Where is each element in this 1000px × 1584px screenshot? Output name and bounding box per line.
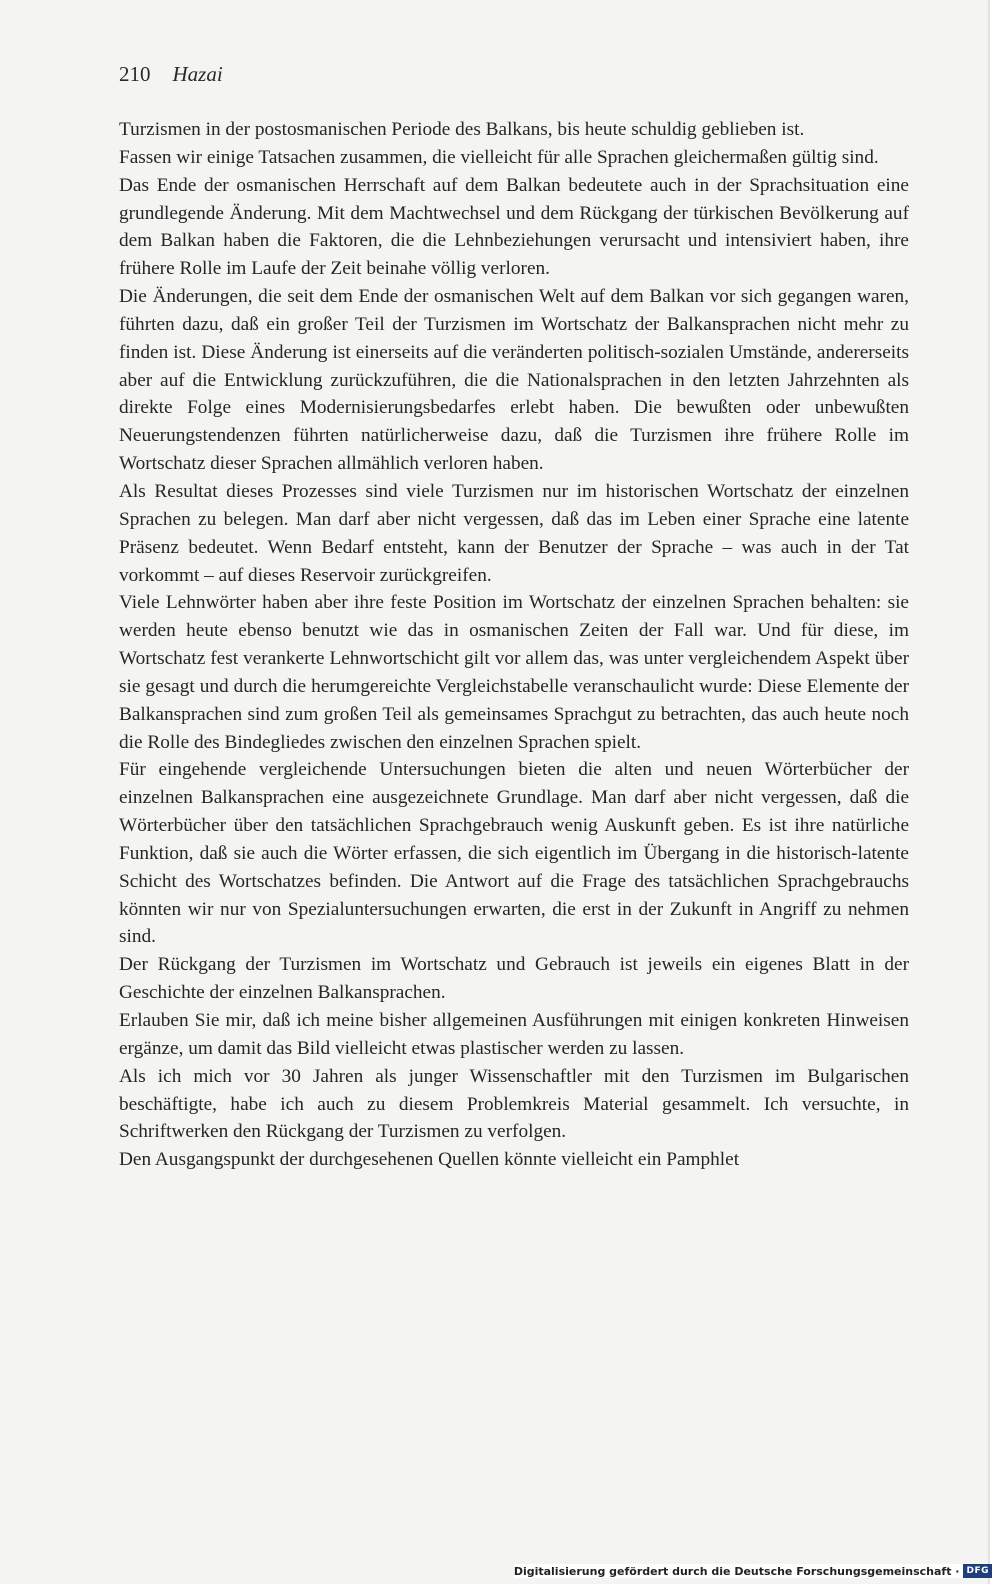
paragraph-10: Als ich mich vor 30 Jahren als junger Wissenschaftler mit den Turzismen im Bulgarischen beschäftigte, habe ich auch zu diesem Problemkreis Material gesammelt. Ich versuchte, in Schriftwerken den Rückgang der Turzismen zu verfolgen. (119, 1065, 909, 1143)
paragraph-8: Der Rückgang der Turzismen im Wortschatz und Gebrauch ist jeweils ein eigenes Blatt in der Geschichte der einzelnen Balkansprachen. (119, 954, 909, 1004)
paragraph-3: Das Ende der osmanischen Herrschaft auf dem Balkan bedeutete auch in der Sprachsituation eine grundlegende Änderung. Mit dem Machtwechsel und dem Rückgang der türkischen Bevölkerung auf dem Balkan haben die Faktoren, die die Lehnbeziehungen verursacht und intensiviert haben, ihre frühere Rolle im Laufe der Zeit beinahe völlig verloren. (119, 174, 909, 280)
dfg-logo: DFG (963, 1564, 992, 1578)
credit-text: Digitalisierung gefördert durch die Deutsche Forschungsgemeinschaft · (513, 1564, 960, 1578)
paragraph-7: Für eingehende vergleichende Untersuchungen bieten die alten und neuen Wörterbücher der einzelnen Balkansprachen eine ausgezeichnete Grundlage. Man darf aber nicht vergessen, daß die Wörterbücher über den tatsächlichen Sprachgebrauch wenig Auskunft geben. Es ist ihre natürliche Funktion, daß sie auch die Wörter erfassen, die sich eigentlich im Übergang in die historisch-latente Schicht des Wortschatzes befinden. Die Antwort auf die Frage des tatsächlichen Sprachgebrauchs könnten wir nur von Spezialuntersuchungen erwarten, die erst in der Zukunft in Angriff zu nehmen sind. (119, 759, 909, 948)
paragraph-6: Viele Lehnwörter haben aber ihre feste Position im Wortschatz der einzelnen Sprachen behalten: sie werden heute ebenso benutzt wie das in osmanischen Zeiten der Fall war. Und für diese, im Wortschatz fest verankerte Lehnwortschicht gilt vor allem das, was unter vergleichendem Aspekt über sie gesagt und durch die herumgereichte Vergleichstabelle veranschaulicht wurde: Diese Elemente der Balkansprachen sind zum großen Teil als gemeinsames Sprachgut zu betrachten, das auch heute noch die Rolle des Bindegliedes zwischen den einzelnen Sprachen spielt. (119, 592, 909, 753)
running-head-author: Hazai (172, 62, 223, 86)
paragraph-1: Turzismen in der postosmanischen Periode des Balkans, bis heute schuldig geblieben ist. (119, 119, 805, 140)
paragraph-9: Erlauben Sie mir, daß ich meine bisher allgemeinen Ausführungen mit einigen konkreten Hinweisen ergänze, um damit das Bild vielleicht etwas plastischer werden zu lassen. (119, 1010, 909, 1059)
paragraph-2: Fassen wir einige Tatsachen zusammen, die vielleicht für alle Sprachen gleichermaßen gültig sind. (119, 146, 879, 168)
digitization-credit (514, 1564, 992, 1578)
page-header (119, 60, 223, 88)
paragraph-5: Als Resultat dieses Prozesses sind viele Turzismen nur im historischen Wortschatz der einzelnen Sprachen zu belegen. Man darf aber nicht vergessen, daß das im Leben einer Sprache eine latente Präsenz bedeutet. Wenn Bedarf entsteht, kann der Benutzer der Sprache – was auch in der Tat vorkommt – auf dieses Reservoir zurückgreifen. (119, 480, 909, 586)
body-text (119, 116, 909, 1174)
paragraph-11: Den Ausgangspunkt der durchgesehenen Quellen könnte vielleicht ein Pamphlet (119, 1149, 740, 1171)
page-number: 210 (119, 62, 151, 86)
paragraph-4: Die Änderungen, die seit dem Ende der osmanischen Welt auf dem Balkan vor sich gegangen waren, führten dazu, daß ein großer Teil der Turzismen im Wortschatz der Balkansprachen nicht mehr zu finden ist. Diese Änderung ist einerseits auf die veränderten politisch-sozialen Umstände, andererseits aber auf die Entwicklung zurückzuführen, die die Nationalsprachen in den letzten Jahrzehnten als direkte Folge eines Modernisierungsbedarfes erlebt haben. Die bewußten oder unbewußten Neuerungstendenzen führten natürlicherweise dazu, daß die Turzismen ihre frühere Rolle im Wortschatz dieser Sprachen allmählich verloren haben. (119, 286, 909, 475)
